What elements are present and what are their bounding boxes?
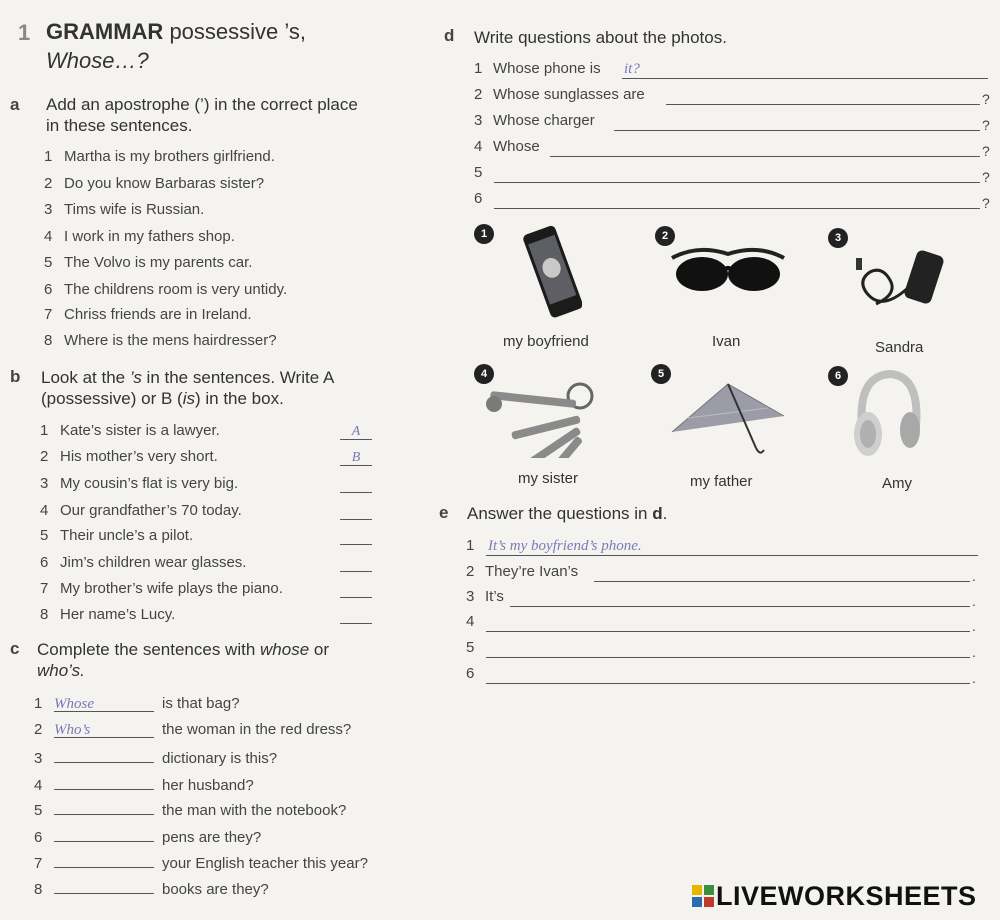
item-text: Martha is my brothers girlfriend. [64,148,275,165]
item-text: My brother’s wife plays the piano. [60,580,283,597]
item-text: Do you know Barbaras sister? [64,175,265,192]
line-end-punct: ? [982,91,990,107]
section-c-item [34,721,351,738]
item-text: Their uncle’s a pilot. [60,527,194,544]
answer-box[interactable] [340,582,372,598]
photo-number-badge: 3 [828,228,848,248]
answer-line[interactable] [486,631,970,632]
photo-caption: my boyfriend [503,333,589,350]
section-a-item [44,148,275,165]
answer-line[interactable] [550,156,980,157]
section-b-item [40,554,246,571]
item-text: Her name’s Lucy. [60,606,176,623]
item-number: 3 [474,112,483,129]
exercise-number: 1 [18,20,31,45]
page-subtitle: Whose…? [46,48,149,73]
item-text: her husband? [162,777,254,794]
section-d-item [474,86,998,106]
answer-line[interactable] [494,208,980,209]
section-d-item [474,190,998,210]
charger-icon [852,244,948,316]
logo-mark-icon [692,885,714,907]
section-a-item [44,228,235,245]
item-text: My cousin’s flat is very big. [60,475,239,492]
section-b-item [40,606,175,623]
section-b-item [40,475,238,492]
section-b-instruction-line2: (possessive) or B (is) in the box. [41,389,284,408]
item-number: 5 [40,527,49,544]
answer-line[interactable] [594,581,970,582]
item-text: They’re Ivan’s [485,563,579,580]
section-c-item [34,695,240,712]
photo-caption: Sandra [875,339,924,356]
item-text: Whose charger [493,112,595,129]
photo-number-badge: 6 [828,366,848,386]
section-e-item [466,639,988,659]
answer-blank[interactable]: Whose [54,696,154,712]
item-number: 1 [34,695,43,712]
item-number: 4 [474,138,483,155]
section-b-item [40,422,220,439]
photo-number-badge: 1 [474,224,494,244]
line-end-punct: . [972,644,976,660]
item-text: His mother’s very short. [60,448,218,465]
item-number: 1 [466,537,475,554]
section-a-instruction [46,94,358,136]
answer-box[interactable] [340,608,372,624]
section-e-letter: e [439,503,449,522]
item-text: The Volvo is my parents car. [64,254,253,271]
section-c-instruction [37,639,329,681]
answer-box[interactable]: B [340,450,372,466]
item-number: 2 [474,86,483,103]
line-end-punct: . [972,568,976,584]
liveworksheets-logo: LIVEWORKSHEETS [692,881,977,912]
item-number: 3 [466,588,475,605]
answer-box[interactable] [340,477,372,493]
section-c-item [34,747,277,767]
answer-blank[interactable] [54,799,154,815]
item-number: 4 [40,502,49,519]
item-text: your English teacher this year? [162,855,368,872]
section-b-instruction [41,367,334,409]
item-text: is that bag? [162,695,240,712]
item-text: The childrens room is very untidy. [64,281,288,298]
line-end-punct: . [972,618,976,634]
item-number: 1 [40,422,49,439]
line-end-punct: ? [982,195,990,211]
item-number: 3 [44,201,53,218]
answer-box[interactable] [340,529,372,545]
section-b-item [40,580,283,597]
section-a-instruction-line2: in these sentences. [46,116,193,135]
line-end-punct: ? [982,143,990,159]
answer-box[interactable] [340,556,372,572]
answer-blank[interactable] [54,774,154,790]
answer-line[interactable] [486,555,978,556]
line-end-punct: . [972,593,976,609]
section-b-item [40,527,193,544]
section-a-item [44,254,252,271]
answer-blank[interactable]: Who’s [54,722,154,738]
item-number: 7 [34,855,43,872]
photo-caption: Amy [882,475,912,492]
item-text: pens are they? [162,829,262,846]
umbrella-icon [668,378,788,458]
answer-line[interactable] [486,683,970,684]
line-end-punct: . [972,670,976,686]
photo-number-badge: 2 [655,226,675,246]
answer-blank[interactable] [54,878,154,894]
item-number: 4 [466,613,475,630]
section-b-instruction-line1: Look at the ’s in the sentences. Write A [41,368,335,387]
item-number: 2 [44,175,53,192]
item-number: 3 [40,475,49,492]
item-number: 1 [44,148,53,165]
section-d-item [474,60,998,80]
keys-icon [480,378,610,458]
item-number: 5 [34,802,43,819]
section-c-item [34,826,261,846]
section-c-item [34,799,346,819]
section-b-item [40,448,218,465]
answer-text: it? [624,61,640,77]
answer-text: It’s my boyfriend’s phone. [488,538,642,554]
page-title [46,19,306,45]
item-text: It’s [485,588,504,605]
item-number: 2 [40,448,49,465]
section-a-item [44,281,287,298]
line-end-punct: ? [982,169,990,185]
photo-caption: my father [690,473,753,490]
section-e-item [466,537,988,557]
section-e-item [466,665,988,685]
item-number: 6 [474,190,483,207]
section-e-item [466,563,988,583]
item-number: 7 [40,580,49,597]
section-a-item [44,201,204,218]
item-number: 3 [34,750,43,767]
section-a-item [44,306,252,323]
item-number: 8 [44,332,53,349]
section-e-item [466,588,988,608]
answer-line[interactable] [622,78,988,79]
item-number: 6 [40,554,49,571]
answer-line[interactable] [614,130,980,131]
item-text: Kate’s sister is a lawyer. [60,422,220,439]
answer-line[interactable] [486,657,970,658]
section-c-item [34,774,254,794]
photo-caption: my sister [518,470,578,487]
answer-box[interactable] [340,504,372,520]
item-number: 2 [466,563,475,580]
item-text: Tims wife is Russian. [64,201,205,218]
item-number: 5 [466,639,475,656]
item-number: 8 [34,881,43,898]
answer-blank[interactable] [54,826,154,842]
phone-icon [522,222,582,322]
photo-number-badge: 5 [651,364,671,384]
title-bold: GRAMMAR [46,19,164,44]
item-text: dictionary is this? [162,750,278,767]
answer-box[interactable]: A [340,424,372,440]
item-text: Whose phone is [493,60,601,77]
photo-caption: Ivan [712,333,741,350]
section-d-letter: d [444,26,455,45]
answer-line[interactable] [510,606,970,607]
section-a-instruction-line1: Add an apostrophe (’) in the correct place [46,95,358,114]
item-text: Our grandfather’s 70 today. [60,502,242,519]
answer-blank[interactable] [54,747,154,763]
answer-blank[interactable] [54,852,154,868]
sunglasses-icon [668,240,788,310]
item-number: 6 [44,281,53,298]
section-c-item [34,852,368,872]
item-number: 4 [34,777,43,794]
title-rest: possessive ’s, [163,19,306,44]
answer-line[interactable] [666,104,980,105]
item-text: the woman in the red dress? [162,721,352,738]
item-text: I work in my fathers shop. [64,228,235,245]
item-number: 4 [44,228,53,245]
section-c-instruction-line1: Complete the sentences with whose or [37,640,329,659]
photo-number-badge: 4 [474,364,494,384]
item-text: books are they? [162,881,269,898]
section-e-instruction: Answer the questions in d. [467,504,668,523]
item-text: Jim’s children wear glasses. [60,554,247,571]
section-c-letter: c [10,639,20,658]
item-number: 7 [44,306,53,323]
item-text: Whose sunglasses are [493,86,645,103]
item-text: Chriss friends are in Ireland. [64,306,252,323]
item-text: Whose [493,138,540,155]
section-a-item [44,332,277,349]
item-number: 5 [44,254,53,271]
item-text: the man with the notebook? [162,802,347,819]
section-c-item [34,878,269,898]
item-number: 1 [474,60,483,77]
answer-line[interactable] [494,182,980,183]
item-number: 6 [466,665,475,682]
section-c-instruction-line2: who’s. [37,661,85,680]
section-d-item [474,164,998,184]
section-b-letter: b [10,367,21,386]
section-e-item [466,613,988,633]
section-d-item [474,112,998,132]
item-number: 8 [40,606,49,623]
section-d-instruction: Write questions about the photos. [474,28,727,47]
item-text: Where is the mens hairdresser? [64,332,277,349]
section-a-letter: a [10,95,20,114]
line-end-punct: ? [982,117,990,133]
item-number: 2 [34,721,43,738]
section-d-item [474,138,998,158]
item-number: 5 [474,164,483,181]
section-b-item [40,502,242,519]
item-number: 6 [34,829,43,846]
headphones-icon [850,366,926,466]
section-a-item [44,175,264,192]
